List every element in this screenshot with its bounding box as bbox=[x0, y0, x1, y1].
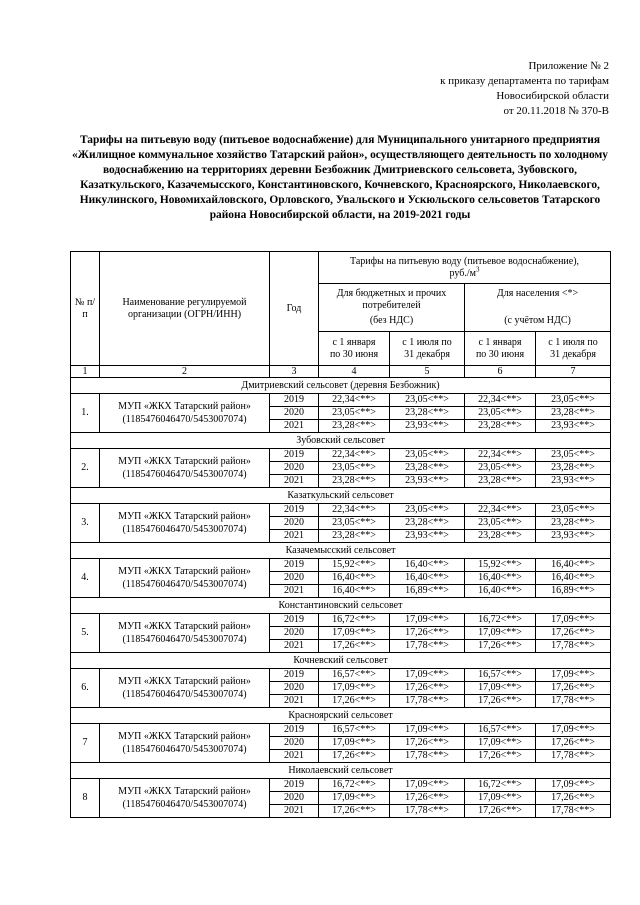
tariff-value: 23,05<**> bbox=[536, 449, 611, 462]
tariff-value: 17,78<**> bbox=[536, 695, 611, 708]
tariff-value: 23,05<**> bbox=[319, 462, 390, 475]
tariff-value: 17,78<**> bbox=[536, 805, 611, 818]
year-cell: 2020 bbox=[270, 737, 319, 750]
organization-ids: (1185476046470/5453007074) bbox=[122, 414, 247, 425]
table-row bbox=[71, 559, 611, 572]
tariff-value: 23,05<**> bbox=[465, 517, 536, 530]
row-number: 3. bbox=[71, 504, 100, 543]
period-line: с 1 января bbox=[478, 336, 522, 348]
settlement-name: Казаткульский сельсовет bbox=[71, 488, 611, 504]
settlement-name: Красноярский сельсовет bbox=[71, 708, 611, 724]
settlement-group-row bbox=[71, 653, 611, 669]
period-line: по 30 июня bbox=[329, 348, 379, 360]
tariff-value: 17,78<**> bbox=[390, 805, 465, 818]
period-line: 31 декабря bbox=[550, 348, 596, 360]
tariff-value: 17,26<**> bbox=[390, 737, 465, 750]
year-cell: 2021 bbox=[270, 695, 319, 708]
tariff-value: 23,28<**> bbox=[465, 420, 536, 433]
tariff-value: 17,09<**> bbox=[465, 627, 536, 640]
year-cell: 2020 bbox=[270, 407, 319, 420]
settlement-group-row bbox=[71, 488, 611, 504]
year-cell: 2020 bbox=[270, 517, 319, 530]
header-organization-label: Наименование регулируемой организации (ОГРН/ИНН) bbox=[122, 296, 247, 320]
organization-name: МУП «ЖКХ Татарский район» bbox=[118, 621, 251, 632]
tariff-value: 17,09<**> bbox=[536, 724, 611, 737]
header-population-top: Для населения <*> bbox=[496, 288, 579, 299]
row-number: 2. bbox=[71, 449, 100, 488]
year-cell: 2019 bbox=[270, 779, 319, 792]
header-tariff-label: Тарифы на питьевую воду (питьевое водоснабжение), bbox=[349, 255, 580, 267]
tariff-value: 16,40<**> bbox=[536, 572, 611, 585]
organization-cell bbox=[100, 724, 270, 763]
organization-name: МУП «ЖКХ Татарский район» bbox=[118, 786, 251, 797]
organization-name: МУП «ЖКХ Татарский район» bbox=[118, 676, 251, 687]
tariff-value: 16,40<**> bbox=[465, 572, 536, 585]
tariff-value: 17,26<**> bbox=[465, 805, 536, 818]
year-cell: 2019 bbox=[270, 614, 319, 627]
period-line: по 30 июня bbox=[475, 348, 525, 360]
header-period-1 bbox=[319, 332, 390, 366]
year-cell: 2021 bbox=[270, 585, 319, 598]
year-cell: 2019 bbox=[270, 394, 319, 407]
organization-ids: (1185476046470/5453007074) bbox=[122, 799, 247, 810]
tariff-value: 17,09<**> bbox=[319, 627, 390, 640]
year-cell: 2020 bbox=[270, 462, 319, 475]
tariff-value: 23,05<**> bbox=[390, 449, 465, 462]
table-row bbox=[71, 779, 611, 792]
tariff-value: 23,05<**> bbox=[465, 462, 536, 475]
row-number: 4. bbox=[71, 559, 100, 598]
tariff-value: 16,72<**> bbox=[319, 614, 390, 627]
year-cell: 2020 bbox=[270, 682, 319, 695]
year-cell: 2019 bbox=[270, 669, 319, 682]
tariff-value: 17,09<**> bbox=[390, 614, 465, 627]
period-line: 31 декабря bbox=[404, 348, 450, 360]
tariff-value: 17,09<**> bbox=[536, 669, 611, 682]
tariff-value: 17,78<**> bbox=[390, 640, 465, 653]
tariff-value: 23,93<**> bbox=[390, 530, 465, 543]
organization-name: МУП «ЖКХ Татарский район» bbox=[118, 566, 251, 577]
tariff-value: 16,57<**> bbox=[319, 669, 390, 682]
tariff-value: 23,05<**> bbox=[390, 504, 465, 517]
header-tariff bbox=[319, 252, 611, 284]
tariff-value: 17,09<**> bbox=[319, 792, 390, 805]
header-budget-sub: (без НДС) bbox=[369, 315, 414, 326]
settlement-group-row bbox=[71, 598, 611, 614]
tariff-value: 17,09<**> bbox=[319, 737, 390, 750]
tariff-value: 16,40<**> bbox=[536, 559, 611, 572]
tariff-value: 23,05<**> bbox=[390, 394, 465, 407]
tariff-value: 23,28<**> bbox=[390, 407, 465, 420]
organization-ids: (1185476046470/5453007074) bbox=[122, 524, 247, 535]
tariff-value: 23,28<**> bbox=[465, 530, 536, 543]
organization-name: МУП «ЖКХ Татарский район» bbox=[118, 401, 251, 412]
year-cell: 2019 bbox=[270, 504, 319, 517]
tariff-value: 16,72<**> bbox=[319, 779, 390, 792]
row-number: 6. bbox=[71, 669, 100, 708]
tariff-value: 22,34<**> bbox=[465, 504, 536, 517]
header-organization bbox=[100, 252, 270, 366]
appendix-line: Приложение № 2 bbox=[528, 60, 609, 72]
appendix-line: Новосибирской области bbox=[496, 90, 609, 102]
column-number: 7 bbox=[536, 366, 611, 378]
tariff-value: 17,78<**> bbox=[536, 640, 611, 653]
tariff-value: 17,09<**> bbox=[465, 682, 536, 695]
organization-cell bbox=[100, 559, 270, 598]
tariff-value: 17,26<**> bbox=[536, 627, 611, 640]
header-year-label: Год bbox=[286, 302, 302, 314]
year-cell: 2020 bbox=[270, 627, 319, 640]
organization-ids: (1185476046470/5453007074) bbox=[122, 744, 247, 755]
header-population bbox=[465, 284, 611, 332]
tariff-value: 17,26<**> bbox=[390, 627, 465, 640]
tariff-value: 23,28<**> bbox=[390, 517, 465, 530]
year-cell: 2021 bbox=[270, 640, 319, 653]
tariff-value: 22,34<**> bbox=[465, 394, 536, 407]
settlement-name: Николаевский сельсовет bbox=[71, 763, 611, 779]
tariff-value: 23,93<**> bbox=[536, 530, 611, 543]
tariff-value: 16,89<**> bbox=[536, 585, 611, 598]
tariff-value: 15,92<**> bbox=[465, 559, 536, 572]
tariff-value: 23,28<**> bbox=[536, 407, 611, 420]
header-period-3 bbox=[465, 332, 536, 366]
tariff-value: 23,28<**> bbox=[536, 517, 611, 530]
tariff-value: 16,72<**> bbox=[465, 614, 536, 627]
tariff-value: 15,92<**> bbox=[319, 559, 390, 572]
tariff-value: 17,78<**> bbox=[536, 750, 611, 763]
tariff-value: 17,09<**> bbox=[319, 682, 390, 695]
row-number: 8 bbox=[71, 779, 100, 818]
period-line: с 1 января bbox=[332, 336, 376, 348]
organization-name: МУП «ЖКХ Татарский район» bbox=[118, 731, 251, 742]
column-number: 1 bbox=[71, 366, 100, 378]
settlement-group-row bbox=[71, 433, 611, 449]
appendix-line: от 20.11.2018 № 370-В bbox=[503, 105, 609, 117]
tariff-value: 16,57<**> bbox=[465, 669, 536, 682]
tariff-value: 17,26<**> bbox=[536, 682, 611, 695]
tariff-value: 17,26<**> bbox=[390, 682, 465, 695]
organization-cell bbox=[100, 779, 270, 818]
organization-cell bbox=[100, 504, 270, 543]
header-year bbox=[270, 252, 319, 366]
appendix-line: к приказу департамента по тарифам bbox=[440, 75, 609, 87]
organization-cell bbox=[100, 614, 270, 653]
settlement-group-row bbox=[71, 708, 611, 724]
organization-name: МУП «ЖКХ Татарский район» bbox=[118, 456, 251, 467]
settlement-name: Кочневский сельсовет bbox=[71, 653, 611, 669]
year-cell: 2021 bbox=[270, 805, 319, 818]
table-row bbox=[71, 504, 611, 517]
year-cell: 2021 bbox=[270, 420, 319, 433]
tariff-table bbox=[70, 251, 611, 818]
tariff-value: 23,05<**> bbox=[465, 407, 536, 420]
header-budget-top: Для бюджетных и прочих потребителей bbox=[336, 288, 447, 311]
tariff-value: 23,93<**> bbox=[390, 475, 465, 488]
year-cell: 2019 bbox=[270, 724, 319, 737]
tariff-value: 17,26<**> bbox=[465, 695, 536, 708]
organization-cell bbox=[100, 394, 270, 433]
header-population-sub: (с учётом НДС) bbox=[504, 315, 571, 326]
header-budget bbox=[319, 284, 465, 332]
settlement-group-row bbox=[71, 378, 611, 394]
header-period-4 bbox=[536, 332, 611, 366]
tariff-value: 23,05<**> bbox=[319, 517, 390, 530]
tariff-value: 16,57<**> bbox=[319, 724, 390, 737]
tariff-value: 23,05<**> bbox=[319, 407, 390, 420]
organization-ids: (1185476046470/5453007074) bbox=[122, 689, 247, 700]
organization-name: МУП «ЖКХ Татарский район» bbox=[118, 511, 251, 522]
tariff-value: 17,26<**> bbox=[319, 640, 390, 653]
tariff-value: 17,09<**> bbox=[390, 779, 465, 792]
header-number-label: № п/п bbox=[74, 296, 96, 320]
tariff-value: 23,93<**> bbox=[390, 420, 465, 433]
document-title: Тарифы на питьевую воду (питьевое водоснабжение) для Муниципального унитарного предприятия «Жилищное коммунальное хозяйство Татарский район», осуществляющего деятельность по холодному водоснабжению на территориях деревни Безбожник Дмитриевского сельсовета, Зубовского, Казаткульского, Казачемысского, Константиновского, Кочневского, Красноярского, Николаевского, Никулинского, Новомихайловского, Орловского, Увальского и Ускюльского сельсоветов Татарского района Новосибирской области, на 2019-2021 годы bbox=[71, 134, 608, 221]
year-cell: 2021 bbox=[270, 530, 319, 543]
year-cell: 2021 bbox=[270, 750, 319, 763]
header-unit-sup: 3 bbox=[475, 265, 480, 274]
tariff-value: 17,09<**> bbox=[465, 737, 536, 750]
tariff-value: 22,34<**> bbox=[319, 504, 390, 517]
tariff-value: 23,28<**> bbox=[465, 475, 536, 488]
tariff-value: 17,26<**> bbox=[319, 695, 390, 708]
tariff-value: 17,09<**> bbox=[465, 792, 536, 805]
tariff-value: 23,28<**> bbox=[319, 530, 390, 543]
tariff-value: 17,26<**> bbox=[465, 640, 536, 653]
tariff-value: 17,09<**> bbox=[536, 614, 611, 627]
tariff-value: 16,40<**> bbox=[465, 585, 536, 598]
tariff-value: 23,93<**> bbox=[536, 420, 611, 433]
tariff-value: 17,09<**> bbox=[536, 779, 611, 792]
appendix-reference bbox=[440, 59, 609, 119]
table-row bbox=[71, 394, 611, 407]
tariff-value: 16,72<**> bbox=[465, 779, 536, 792]
tariff-value: 16,40<**> bbox=[390, 572, 465, 585]
tariff-value: 17,09<**> bbox=[390, 724, 465, 737]
year-cell: 2019 bbox=[270, 559, 319, 572]
row-number: 7 bbox=[71, 724, 100, 763]
header-unit: руб./м bbox=[449, 267, 476, 279]
table-row bbox=[71, 614, 611, 627]
tariff-value: 17,26<**> bbox=[319, 750, 390, 763]
row-number: 5. bbox=[71, 614, 100, 653]
year-cell: 2021 bbox=[270, 475, 319, 488]
period-line: с 1 июля по bbox=[402, 336, 452, 348]
settlement-name: Казачемысский сельсовет bbox=[71, 543, 611, 559]
column-number: 4 bbox=[319, 366, 390, 378]
column-number: 5 bbox=[390, 366, 465, 378]
tariff-value: 16,57<**> bbox=[465, 724, 536, 737]
tariff-value: 17,26<**> bbox=[536, 737, 611, 750]
tariff-value: 16,40<**> bbox=[390, 559, 465, 572]
tariff-value: 17,26<**> bbox=[465, 750, 536, 763]
tariff-value: 23,28<**> bbox=[536, 462, 611, 475]
row-number: 1. bbox=[71, 394, 100, 433]
year-cell: 2020 bbox=[270, 572, 319, 585]
tariff-value: 17,78<**> bbox=[390, 750, 465, 763]
organization-ids: (1185476046470/5453007074) bbox=[122, 634, 247, 645]
tariff-value: 22,34<**> bbox=[465, 449, 536, 462]
table-row bbox=[71, 669, 611, 682]
tariff-value: 23,28<**> bbox=[390, 462, 465, 475]
column-number: 3 bbox=[270, 366, 319, 378]
table-row bbox=[71, 724, 611, 737]
column-number: 2 bbox=[100, 366, 270, 378]
year-cell: 2019 bbox=[270, 449, 319, 462]
tariff-value: 16,89<**> bbox=[390, 585, 465, 598]
tariff-value: 23,28<**> bbox=[319, 420, 390, 433]
organization-cell bbox=[100, 449, 270, 488]
tariff-value: 17,26<**> bbox=[319, 805, 390, 818]
tariff-value: 22,34<**> bbox=[319, 394, 390, 407]
tariff-value: 17,26<**> bbox=[536, 792, 611, 805]
tariff-value: 17,26<**> bbox=[390, 792, 465, 805]
tariff-value: 17,09<**> bbox=[390, 669, 465, 682]
tariff-value: 23,93<**> bbox=[536, 475, 611, 488]
table-row bbox=[71, 449, 611, 462]
header-period-2 bbox=[390, 332, 465, 366]
settlement-name: Дмитриевский сельсовет (деревня Безбожник) bbox=[71, 378, 611, 394]
tariff-value: 23,28<**> bbox=[319, 475, 390, 488]
period-line: с 1 июля по bbox=[548, 336, 598, 348]
tariff-value: 23,05<**> bbox=[536, 394, 611, 407]
tariff-value: 23,05<**> bbox=[536, 504, 611, 517]
year-cell: 2020 bbox=[270, 792, 319, 805]
tariff-table-body bbox=[71, 378, 611, 818]
settlement-name: Зубовский сельсовет bbox=[71, 433, 611, 449]
column-number: 6 bbox=[465, 366, 536, 378]
settlement-group-row bbox=[71, 763, 611, 779]
tariff-value: 16,40<**> bbox=[319, 585, 390, 598]
column-number-row bbox=[71, 366, 611, 378]
organization-ids: (1185476046470/5453007074) bbox=[122, 579, 247, 590]
organization-cell bbox=[100, 669, 270, 708]
organization-ids: (1185476046470/5453007074) bbox=[122, 469, 247, 480]
settlement-name: Константиновский сельсовет bbox=[71, 598, 611, 614]
tariff-value: 22,34<**> bbox=[319, 449, 390, 462]
tariff-value: 16,40<**> bbox=[319, 572, 390, 585]
tariff-value: 17,78<**> bbox=[390, 695, 465, 708]
settlement-group-row bbox=[71, 543, 611, 559]
header-number bbox=[71, 252, 100, 366]
